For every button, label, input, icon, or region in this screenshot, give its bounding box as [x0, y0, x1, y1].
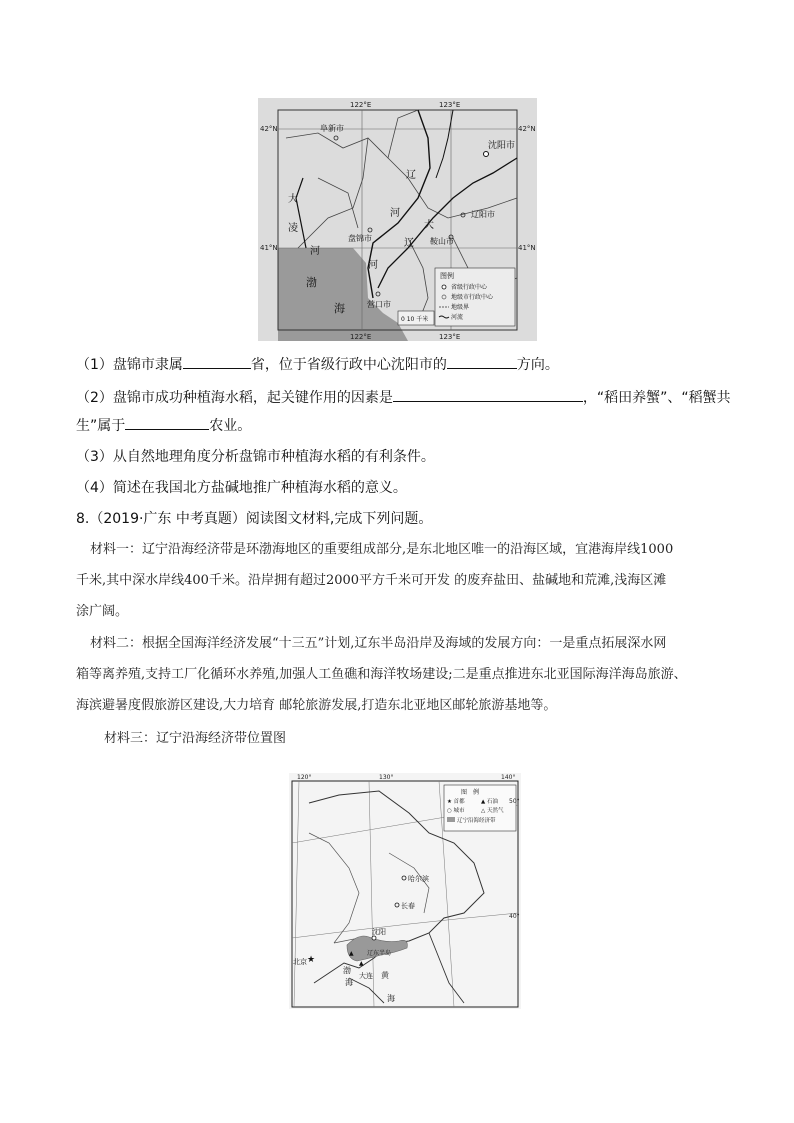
oil-marker-1: ▲	[349, 950, 354, 957]
question-3: （3）从自然地理角度分析盘锦市种植海水稻的有利条件。	[76, 449, 435, 465]
beijing-label: 北京	[293, 958, 307, 966]
q1-text-c: 方向。	[516, 357, 559, 373]
material-3-caption: 材料三：辽宁沿海经济带位置图	[104, 731, 287, 746]
legend-coastal-belt: 辽宁沿海经济带	[457, 818, 496, 824]
panjin-map-svg	[258, 98, 537, 341]
lat-right-41: 41°N	[518, 244, 536, 252]
q2-text-c: 生”属于	[76, 418, 126, 434]
lon-130: 130°	[379, 774, 394, 781]
daling-char-1: 大	[288, 194, 298, 205]
material-2-line-2: 箱等离养殖,支持工厂化循环水养殖,加强人工鱼礁和海洋牧场建设;二是重点推进东北亚国际海洋海岛旅游、	[76, 667, 687, 682]
q2-blank-factor[interactable]	[393, 387, 583, 402]
question-4: （4）简述在我国北方盐碱地推广种植海水稻的意义。	[76, 480, 407, 496]
legend-provincial-center: 省级行政中心	[451, 284, 488, 291]
daliao-char-1: 大	[424, 220, 434, 231]
daling-char-3: 河	[310, 246, 320, 257]
material-1-line-2: 千米,其中深水岸线400千米。沿岸拥有超过2000平方千米可开发 的废弃盐田、盐碱地和荒滩,浅海区滩	[76, 573, 667, 588]
lon-120: 120°	[297, 774, 312, 781]
bo-sea-label-2: 海	[345, 978, 353, 987]
question-8-header: 8.（2019·广东 中考真题）阅读图文材料,完成下列问题。	[76, 511, 433, 527]
oil-marker-2: ▲	[359, 960, 364, 967]
legend-capital: ★ 首都	[447, 799, 465, 805]
q1-blank-direction[interactable]	[447, 354, 517, 369]
sea-label-bo: 渤	[306, 276, 317, 289]
shenyang-label-2: 沈阳	[372, 928, 386, 936]
q2-text-b: ，“稻田养蟹”、“稻蟹共	[582, 390, 731, 406]
legend-prefecture-center: 地级市行政中心	[451, 294, 494, 301]
lon-bottom-122: 122°E	[350, 333, 372, 341]
liaoning-map-svg	[289, 773, 521, 1009]
beijing-star: ★	[307, 955, 316, 965]
question-1	[76, 354, 559, 374]
map2-legend-title: 图 例	[461, 789, 480, 796]
fuxin-label: 阜新市	[320, 124, 344, 133]
liaoyang-label: 辽阳市	[471, 210, 495, 219]
lat-left-42: 42°N	[260, 125, 278, 133]
liaohe-char-1: 辽	[406, 170, 416, 181]
material-1-line-3: 涂广阔。	[76, 604, 129, 619]
sea-label-hai: 海	[334, 302, 345, 315]
panjin-region-map	[258, 98, 537, 341]
lon-top-122: 122°E	[350, 101, 372, 109]
material-2-line-1: 材料二：根据全国海洋经济发展“十三五”计划,辽东半岛沿岸及海域的发展方向：一是重点拓展深水网	[90, 636, 667, 651]
shenyang-label: 沈阳市	[488, 141, 516, 151]
liaodong-label: 辽东半岛	[367, 950, 392, 957]
lat-40: 40°	[509, 913, 520, 920]
legend-gas: △ 天然气	[481, 808, 504, 814]
liaoning-coastal-belt-map	[289, 773, 521, 1009]
question-2-cont	[76, 415, 251, 435]
lon-140: 140°	[501, 774, 516, 781]
changchun-label: 长春	[401, 902, 415, 910]
shenyang-capital-marker	[484, 152, 489, 157]
material-1-line-1: 材料一：辽宁沿海经济带是环渤海地区的重要组成部分,是东北地区唯一的沿海区域，宜港海岸线1000	[90, 542, 674, 557]
dalian-label: 大连	[359, 972, 373, 980]
harbin-label: 哈尔滨	[408, 875, 429, 883]
q2-text-d: 农业。	[209, 418, 252, 434]
q1-text-a: （1）盘锦市隶属	[76, 357, 183, 373]
q2-blank-agriculture[interactable]	[125, 415, 209, 430]
material-2-line-3: 海滨避暑度假旅游区建设,大力培育 邮轮旅游发展,打造东北亚地区邮轮旅游基地等。	[76, 698, 557, 713]
daliao-char-3: 河	[368, 260, 378, 271]
lat-50: 50°	[509, 798, 520, 805]
q1-blank-province[interactable]	[183, 354, 251, 369]
daliao-char-2: 辽	[404, 238, 414, 249]
lat-right-42: 42°N	[518, 125, 536, 133]
legend-boundary: 地级界	[451, 304, 470, 311]
scale-label: 0 10 千米	[401, 316, 429, 323]
legend-oil: ▲ 石油	[481, 799, 498, 805]
q1-text-b: 省，位于省级行政中心沈阳市的	[250, 357, 447, 373]
lat-left-41: 41°N	[260, 244, 278, 252]
yingkou-label: 营口市	[367, 300, 391, 309]
huang-sea-label: 黄	[381, 971, 389, 980]
question-2	[76, 387, 731, 407]
liaohe-char-2: 河	[390, 208, 400, 219]
legend-city: ○ 城市	[447, 808, 465, 814]
daling-char-2: 凌	[288, 223, 298, 234]
anshan-label: 鞍山市	[430, 237, 454, 246]
legend-river: 河流	[451, 314, 464, 321]
panjin-label: 盘锦市	[348, 234, 372, 243]
huang-sea-label-2: 海	[387, 994, 395, 1003]
shenyang-marker	[372, 936, 376, 940]
q2-text-a: （2）盘锦市成功种植海水稻，起关键作用的因素是	[76, 390, 393, 406]
map1-legend-title: 图例	[440, 272, 454, 280]
lon-bottom-123: 123°E	[439, 333, 461, 341]
lon-top-123: 123°E	[439, 101, 461, 109]
bo-sea-label: 渤	[343, 966, 351, 975]
